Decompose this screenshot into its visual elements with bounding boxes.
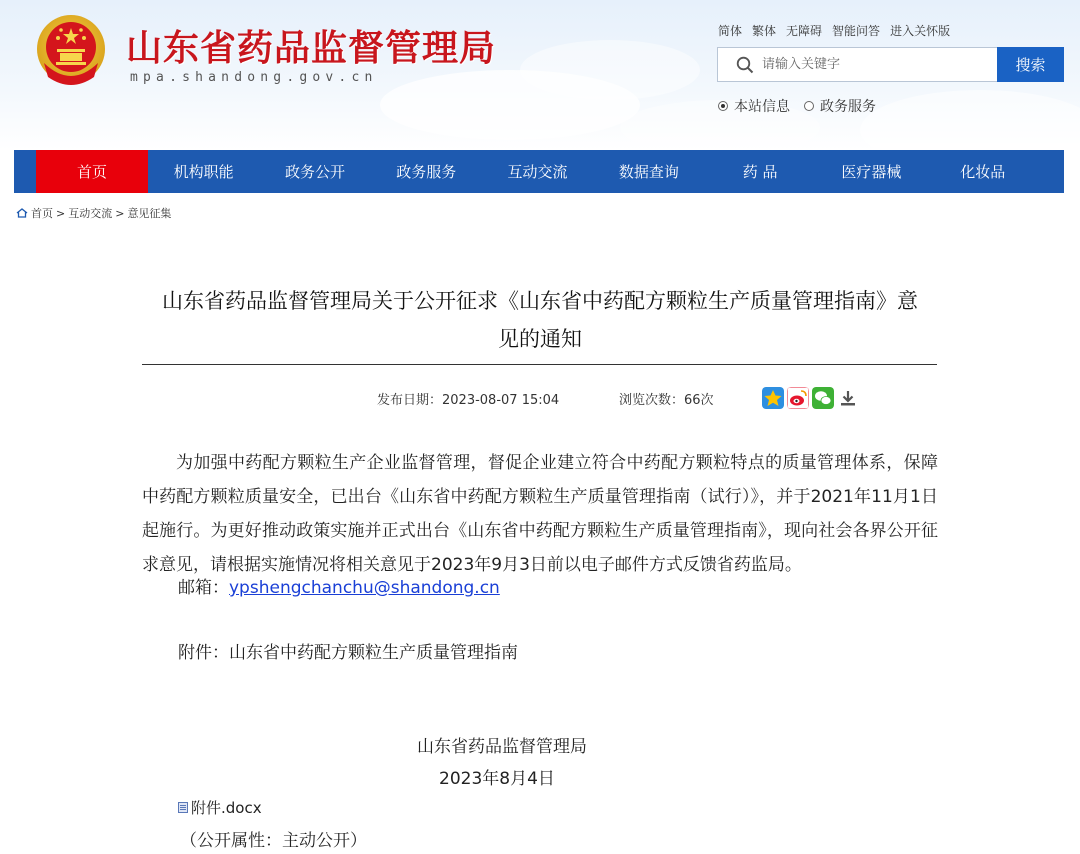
- scope-gov-service[interactable]: [804, 96, 876, 116]
- qzone-share-icon[interactable]: [762, 387, 784, 409]
- top-links: [718, 22, 950, 39]
- site-name: 山东省药品监督管理局: [126, 28, 497, 69]
- radio-checked-icon: [718, 101, 728, 111]
- nav-item-cosmetics[interactable]: 化妆品: [960, 163, 1006, 181]
- search-button[interactable]: 搜索: [997, 47, 1064, 82]
- home-icon: [16, 208, 28, 218]
- email-label: 邮箱：: [178, 578, 229, 598]
- attachment-line: 附件：山东省中药配方颗粒生产质量管理指南: [178, 643, 518, 663]
- scope-site-info[interactable]: [718, 96, 790, 116]
- toplink-traditional[interactable]: 繁体: [752, 24, 777, 38]
- publish-label: 发布日期：: [377, 393, 443, 408]
- view-count: [619, 389, 714, 408]
- breadcrumb-consultation[interactable]: 意见征集: [127, 207, 172, 220]
- article-title-line: 见的通知: [498, 327, 582, 351]
- nav-item-gov-affairs[interactable]: 政务公开: [284, 163, 345, 181]
- publish-date: [377, 389, 559, 408]
- search-icon: [736, 56, 754, 74]
- share-bar: [762, 387, 859, 409]
- toplink-accessibility[interactable]: 无障碍: [786, 24, 823, 38]
- disclosure-attribute: （公开属性：主动公开）: [180, 831, 367, 851]
- attachment-file-name: 附件.docx: [191, 799, 262, 817]
- article-title-line: 山东省药品监督管理局关于公开征求《山东省中药配方颗粒生产质量管理指南》意: [162, 289, 918, 313]
- article-paragraph: 为加强中药配方颗粒生产企业监督管理，督促企业建立符合中药配方颗粒特点的质量管理体系，保障中药配方颗粒质量安全，已出台《山东省中药配方颗粒生产质量管理指南（试行）》，并于2021年11月1日起施行。为更好推动政策实施并正式出台《山东省中药配方颗粒生产质量管理指南》，现向社会各界公开征求意见，请根据实施情况将相关意见于2023年9月3日前以电子邮件方式反馈省药监局。: [142, 453, 938, 575]
- nav-item-data-query[interactable]: 数据查询: [618, 163, 679, 181]
- search-input[interactable]: [762, 48, 992, 81]
- search-box: [717, 47, 998, 82]
- toplink-simplified[interactable]: 简体: [718, 24, 743, 38]
- nav-item-interaction[interactable]: 互动交流: [507, 163, 568, 181]
- views-value: 66次: [684, 393, 714, 408]
- email-link[interactable]: ypshengchanchu@shandong.cn: [229, 578, 500, 598]
- nav-item-home[interactable]: 首页: [36, 150, 148, 193]
- download-icon[interactable]: [837, 387, 859, 409]
- weibo-share-icon[interactable]: [787, 387, 809, 409]
- document-icon: [178, 802, 188, 813]
- wechat-share-icon[interactable]: [812, 387, 834, 409]
- radio-unchecked-icon: [804, 101, 814, 111]
- breadcrumb-separator: >: [115, 206, 125, 220]
- breadcrumb-separator: >: [56, 206, 66, 220]
- views-label: 浏览次数：: [619, 393, 685, 408]
- email-line: [178, 573, 500, 598]
- main-nav: [14, 150, 1064, 193]
- nav-item-org-functions[interactable]: 机构职能: [173, 163, 234, 181]
- article-title: [140, 282, 940, 358]
- breadcrumb-interaction[interactable]: 互动交流: [68, 207, 113, 220]
- attachment-file-link[interactable]: [178, 797, 262, 818]
- breadcrumb-home[interactable]: 首页: [31, 207, 53, 220]
- search-scope: [718, 96, 876, 116]
- nav-item-gov-services[interactable]: 政务服务: [396, 163, 457, 181]
- title-divider: [142, 364, 937, 365]
- publish-value: 2023-08-07 15:04: [442, 393, 560, 408]
- site-url: mpa.shandong.gov.cn: [130, 70, 378, 85]
- toplink-smart-qa[interactable]: 智能问答: [832, 24, 881, 38]
- scope-label: 本站信息: [734, 99, 790, 115]
- scope-label: 政务服务: [820, 99, 876, 115]
- signature-date: 2023年8月4日: [439, 769, 555, 789]
- signature-org: 山东省药品监督管理局: [417, 737, 587, 757]
- national-emblem-icon: [36, 13, 106, 87]
- breadcrumb: [16, 205, 171, 221]
- toplink-care-mode[interactable]: 进入关怀版: [890, 24, 951, 38]
- nav-item-medical-devices[interactable]: 医疗器械: [841, 163, 902, 181]
- nav-item-drugs[interactable]: 药 品: [742, 163, 778, 181]
